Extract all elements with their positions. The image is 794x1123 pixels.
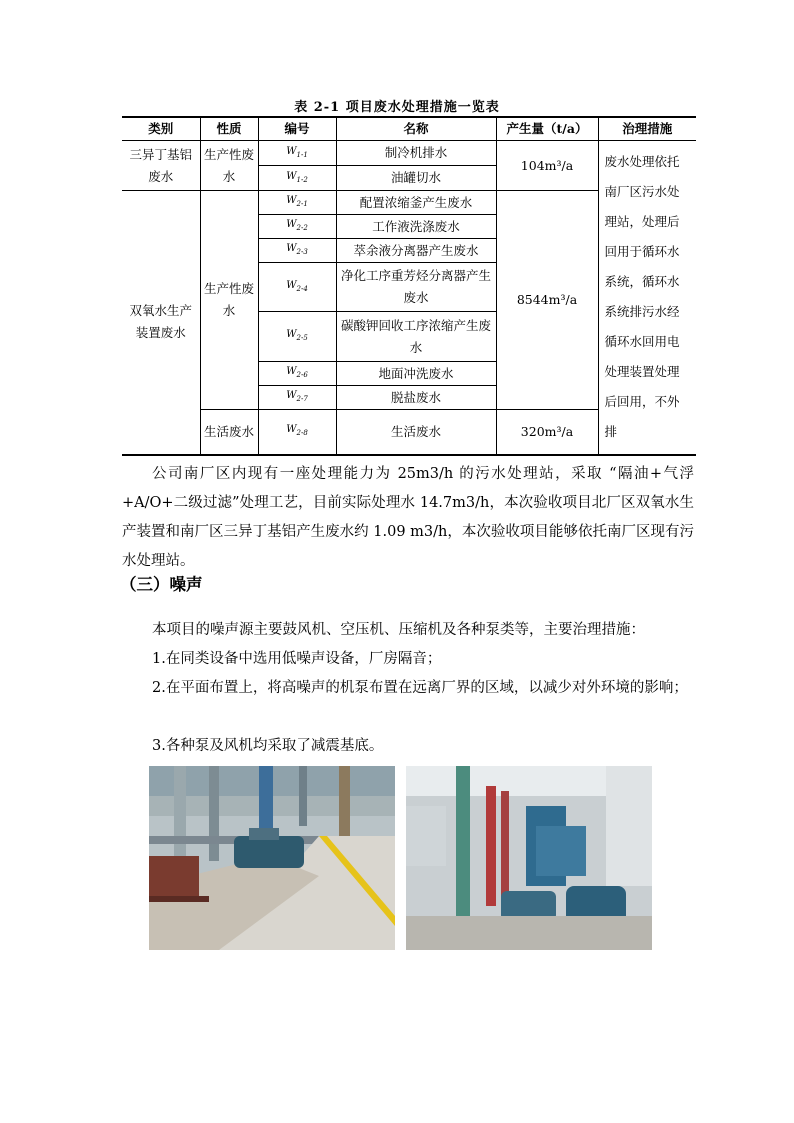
header-name: 名称 xyxy=(336,117,496,141)
name-cell: 净化工序重芳烃分离器产生废水 xyxy=(336,263,496,312)
code-cell: $W_{2-5}$ xyxy=(258,312,336,362)
section-heading-noise: （三）噪声 xyxy=(120,575,203,594)
measure-item-2: 2.在平面布置上，将高噪声的机泵布置在远离厂界的区域，以减少对外环境的影响； xyxy=(152,680,688,696)
name-cell: 配置浓缩釜产生废水 xyxy=(336,191,496,215)
photo-outdoor-pump xyxy=(149,766,395,950)
nature-cell: 生产性废水 xyxy=(200,141,258,191)
code-cell: $W_{1-1}$ xyxy=(258,141,336,166)
name-cell: 碳酸钾回收工序浓缩产生废水 xyxy=(336,312,496,362)
header-measure: 治理措施 xyxy=(598,117,696,141)
header-amount: 产生量（t/a） xyxy=(496,117,598,141)
name-cell: 脱盐废水 xyxy=(336,386,496,410)
amount-cell: 320m³/a xyxy=(496,410,598,455)
code-cell: $W_{2-6}$ xyxy=(258,362,336,386)
name-cell: 制冷机排水 xyxy=(336,141,496,166)
code-cell: $W_{2-1}$ xyxy=(258,191,336,215)
measure-cell: 废水处理依托南厂区污水处理站，处理后回用于循环水系统，循环水系统排污水经循环水回用电处理装置处理后回用，不外排 xyxy=(598,141,696,455)
table-header-row xyxy=(122,117,696,141)
name-cell: 工作液洗涤废水 xyxy=(336,215,496,239)
paragraph-noise-sources: 本项目的噪声源主要鼓风机、空压机、压缩机及各种泵类等，主要治理措施： xyxy=(152,622,645,638)
amount-cell: 8544m³/a xyxy=(496,191,598,410)
code-cell: $W_{2-4}$ xyxy=(258,263,336,312)
wastewater-table xyxy=(122,116,696,456)
nature-cell: 生产性废水 xyxy=(200,191,258,410)
code-cell: $W_{2-8}$ xyxy=(258,410,336,455)
measure-item-1: 1.在同类设备中选用低噪声设备，厂房隔音； xyxy=(152,651,442,667)
header-code: 编号 xyxy=(258,117,336,141)
measure-item-3: 3.各种泵及风机均采取了减震基底。 xyxy=(152,738,384,754)
header-nature: 性质 xyxy=(200,117,258,141)
name-cell: 油罐切水 xyxy=(336,166,496,191)
name-cell: 萃余液分离器产生废水 xyxy=(336,239,496,263)
name-cell: 地面冲洗废水 xyxy=(336,362,496,386)
amount-cell: 104m³/a xyxy=(496,141,598,191)
header-category: 类别 xyxy=(122,117,200,141)
table-row xyxy=(122,141,696,166)
category-cell: 三异丁基铝废水 xyxy=(122,141,200,191)
table-caption: 表 2-1 项目废水处理措施一览表 xyxy=(294,100,500,115)
code-cell: $W_{2-3}$ xyxy=(258,239,336,263)
code-cell: $W_{1-2}$ xyxy=(258,166,336,191)
nature-cell: 生活废水 xyxy=(200,410,258,455)
name-cell: 生活废水 xyxy=(336,410,496,455)
code-cell: $W_{2-2}$ xyxy=(258,215,336,239)
code-cell: $W_{2-7}$ xyxy=(258,386,336,410)
category-cell: 双氧水生产装置废水 xyxy=(122,191,200,455)
paragraph-sewage-station: 公司南厂区内现有一座处理能力为 25m3/h 的污水处理站，采取 “隔油+气浮+A/O+二级过滤”处理工艺，目前实际处理水 14.7m3/h，本次验收项目北厂区双氧水生产装置和南厂区三异丁基铝产生废水约 1.09 m3/h，本次验收项目能够依托南厂区现有污水处理站。 xyxy=(122,466,694,569)
photo-indoor-pump-room xyxy=(406,766,652,950)
